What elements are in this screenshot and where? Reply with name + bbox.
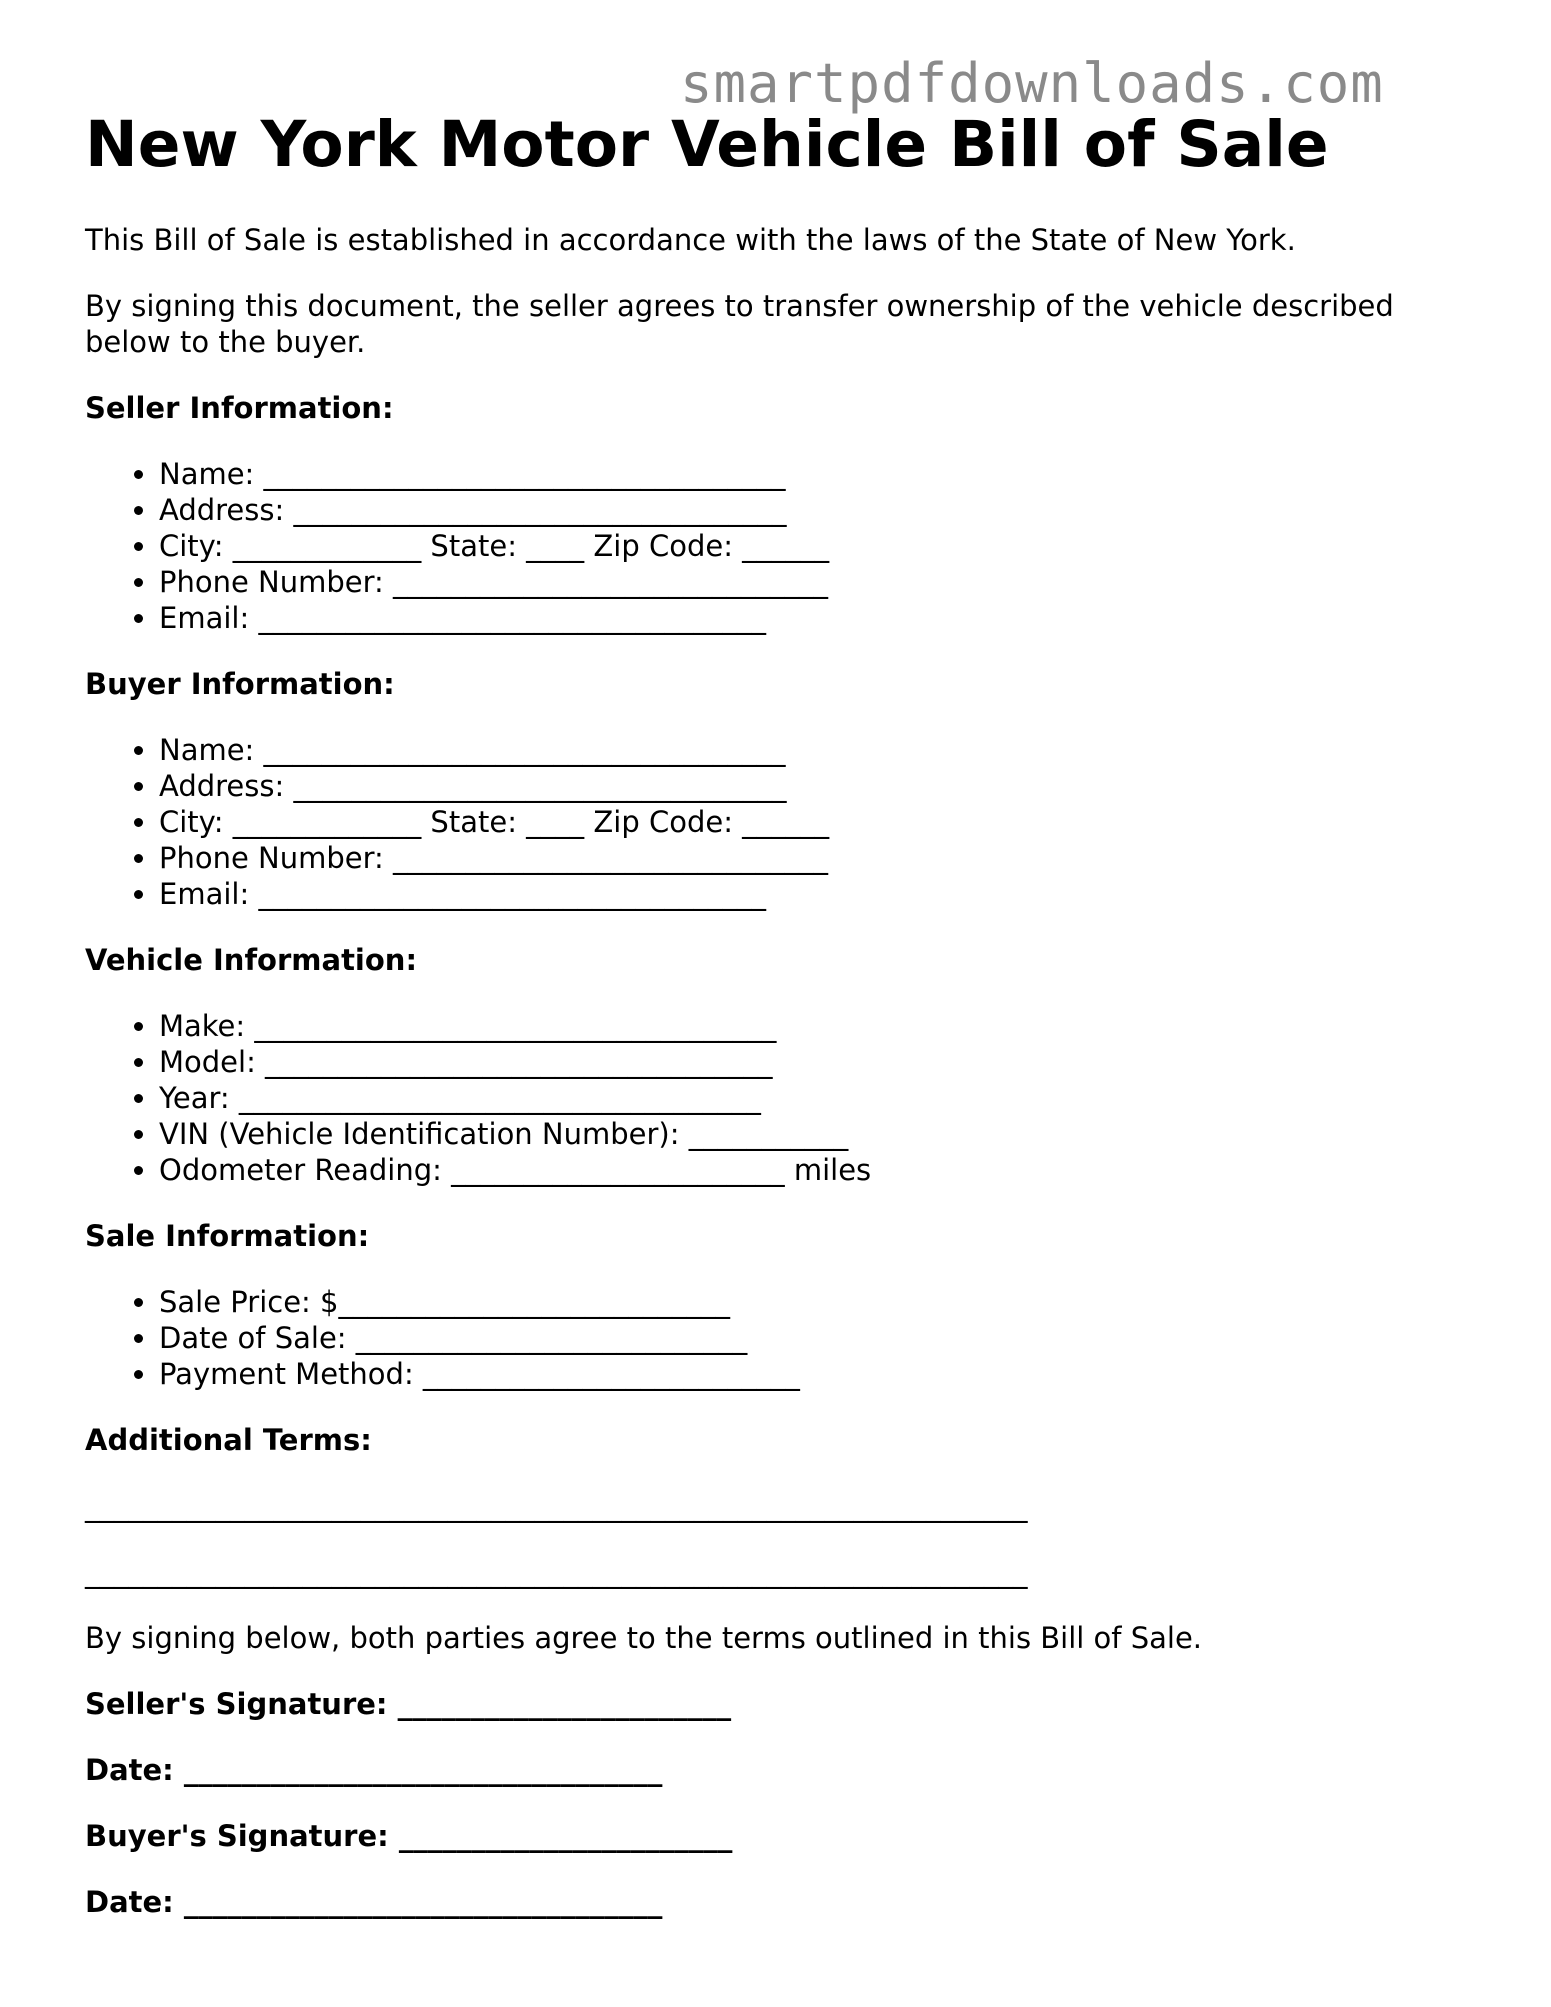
sale-price-field[interactable]: • Sale Price: $___________________________ — [159, 1284, 1465, 1320]
sale-section-heading: Sale Information: — [85, 1219, 370, 1253]
buyer-address-field[interactable]: • Address: __________________________________ — [159, 768, 1465, 804]
buyer-city-state-zip-field[interactable]: • City: _____________ State: ____ Zip Code: ______ — [159, 804, 1465, 840]
page-title: New York Motor Vehicle Bill of Sale — [85, 108, 1329, 181]
additional-terms-line-2[interactable]: _________________________________________________________________ — [85, 1555, 1028, 1589]
sale-field-list — [85, 1284, 1465, 1392]
buyer-date-field[interactable]: Date: _________________________________ — [85, 1885, 663, 1919]
additional-terms-line-1[interactable]: _________________________________________________________________ — [85, 1489, 1028, 1523]
vehicle-section-heading: Vehicle Information: — [85, 943, 418, 977]
seller-phone-field[interactable]: • Phone Number: ______________________________ — [159, 564, 1465, 600]
buyer-signature-field[interactable]: Buyer's Signature: _______________________ — [85, 1819, 733, 1853]
vehicle-field-list — [85, 1008, 1465, 1188]
vehicle-make-field[interactable]: • Make: ____________________________________ — [159, 1008, 1465, 1044]
buyer-email-field[interactable]: • Email: ___________________________________ — [159, 876, 1465, 912]
buyer-name-field[interactable]: • Name: ____________________________________ — [159, 732, 1465, 768]
document-body — [85, 222, 1465, 1950]
seller-signature-field[interactable]: Seller's Signature: _______________________ — [85, 1687, 732, 1721]
vehicle-model-field[interactable]: • Model: ___________________________________ — [159, 1044, 1465, 1080]
seller-address-field[interactable]: • Address: __________________________________ — [159, 492, 1465, 528]
buyer-phone-field[interactable]: • Phone Number: ______________________________ — [159, 840, 1465, 876]
seller-field-list — [85, 456, 1465, 636]
seller-name-field[interactable]: • Name: ____________________________________ — [159, 456, 1465, 492]
seller-section-heading: Seller Information: — [85, 391, 394, 425]
watermark: smartpdfdownloads.com — [680, 52, 1384, 115]
additional-terms-heading: Additional Terms: — [85, 1423, 372, 1457]
seller-email-field[interactable]: • Email: ___________________________________ — [159, 600, 1465, 636]
seller-date-field[interactable]: Date: _________________________________ — [85, 1753, 663, 1787]
vehicle-odometer-field[interactable]: • Odometer Reading: _______________________ miles — [159, 1152, 1465, 1188]
intro-paragraph-2: By signing this document, the seller agrees to transfer ownership of the vehicle described below to the buyer. — [85, 289, 1394, 359]
closing-statement: By signing below, both parties agree to the terms outlined in this Bill of Sale. — [85, 1621, 1203, 1655]
payment-method-field[interactable]: • Payment Method: __________________________ — [159, 1356, 1465, 1392]
sale-date-field[interactable]: • Date of Sale: ___________________________ — [159, 1320, 1465, 1356]
seller-city-state-zip-field[interactable]: • City: _____________ State: ____ Zip Code: ______ — [159, 528, 1465, 564]
buyer-section-heading: Buyer Information: — [85, 667, 395, 701]
buyer-field-list — [85, 732, 1465, 912]
intro-paragraph-1: This Bill of Sale is established in accordance with the laws of the State of New York. — [85, 223, 1296, 257]
vehicle-vin-field[interactable]: • VIN (Vehicle Identification Number): ___________ — [159, 1116, 1465, 1152]
vehicle-year-field[interactable]: • Year: ____________________________________ — [159, 1080, 1465, 1116]
